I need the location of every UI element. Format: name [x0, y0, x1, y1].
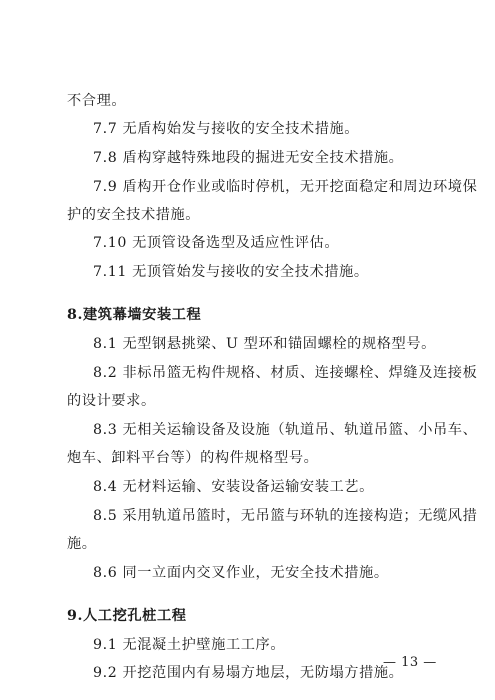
text-line: 8.5 采用轨道吊篮时，无吊篮与环轨的连接构造；无缆风措 — [93, 508, 478, 524]
text-line: 7.11 无顶管始发与接收的安全技术措施。 — [93, 264, 369, 280]
text-line: 9.2 开挖范围内有易塌方地层，无防塌方措施。 — [93, 665, 404, 681]
section-heading: 9.人工挖孔桩工程 — [67, 608, 187, 624]
text-line: 8.4 无材料运输、安装设备运输安装工艺。 — [93, 479, 374, 495]
text-line: 8.6 同一立面内交叉作业，无安全技术措施。 — [93, 565, 389, 581]
text-line: 8.3 无相关运输设备及设施（轨道吊、轨道吊篮、小吊车、 — [93, 422, 478, 438]
text-line: 8.2 非标吊篮无构件规格、材质、连接螺栓、焊缝及连接板 — [93, 365, 478, 381]
text-line: 7.10 无顶管设备选型及适应性评估。 — [93, 235, 340, 251]
text-line: 7.8 盾构穿越特殊地段的掘进无安全技术措施。 — [93, 150, 404, 166]
text-line: 的设计要求。 — [67, 393, 156, 409]
text-line: 8.1 无型钢悬挑梁、U 型环和锚固螺栓的规格型号。 — [93, 336, 436, 352]
text-line: 护的安全技术措施。 — [67, 207, 201, 223]
text-line: 炮车、卸料平台等）的构件规格型号。 — [67, 450, 319, 466]
text-line: 9.1 无混凝土护壁施工工序。 — [93, 637, 286, 653]
text-line: 施。 — [67, 536, 97, 552]
text-line: 7.9 盾构开仓作业或临时停机，无开挖面稳定和周边环境保 — [93, 179, 478, 195]
section-heading: 8.建筑幕墙安装工程 — [67, 307, 202, 323]
text-line: 7.7 无盾构始发与接收的安全技术措施。 — [93, 121, 360, 137]
text-line: 不合理。 — [67, 93, 127, 109]
page-number: — 13 — — [383, 655, 437, 670]
